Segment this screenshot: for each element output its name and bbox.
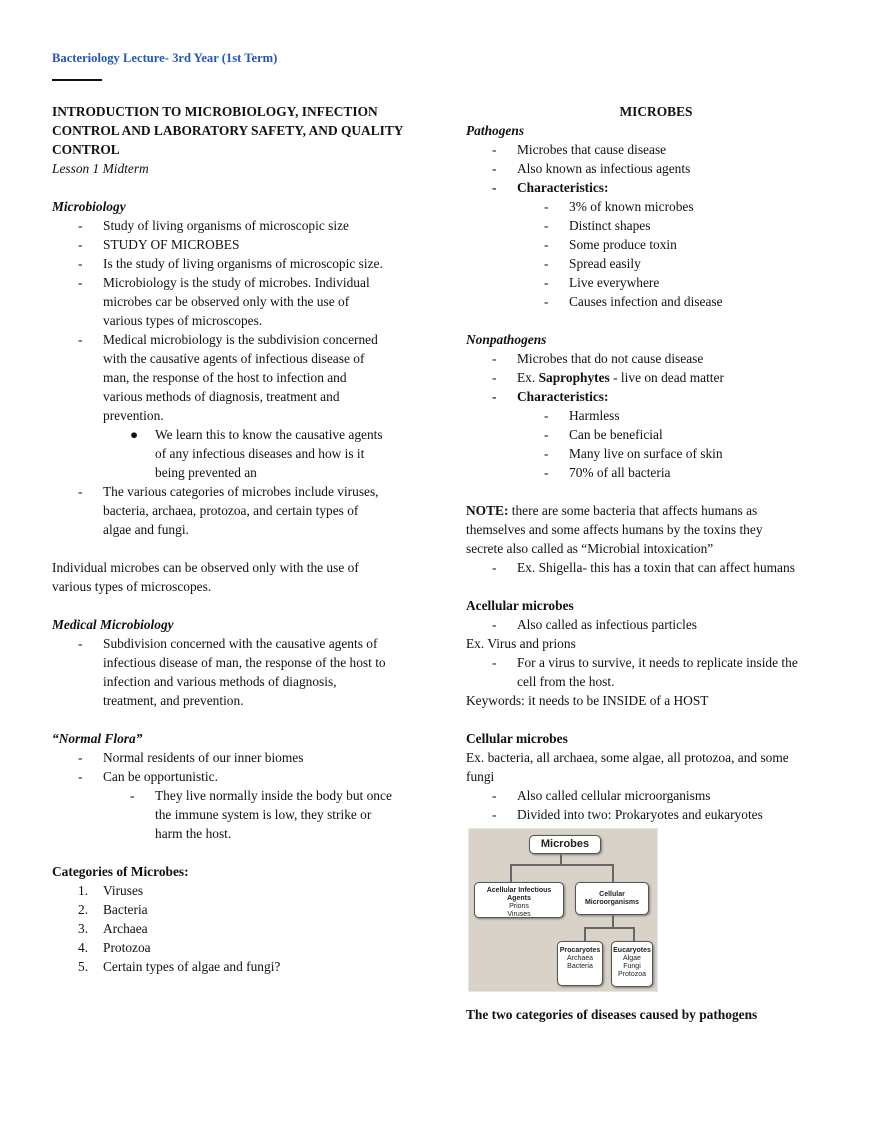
list-marker: - bbox=[492, 351, 497, 366]
blank-line bbox=[52, 178, 432, 197]
left-column bbox=[52, 102, 432, 976]
text-line: Characteristics: bbox=[517, 389, 609, 404]
text-line: Distinct shapes bbox=[569, 218, 651, 233]
text-line: Ex. bacteria, all archaea, some algae, all protozoa, and some bbox=[466, 750, 789, 765]
text-segment: Saprophytes bbox=[538, 370, 610, 385]
text-line: Can be opportunistic. bbox=[103, 769, 218, 784]
microbes-classification-diagram bbox=[468, 828, 658, 992]
text-line: For a virus to survive, it needs to replicate inside the bbox=[517, 655, 798, 670]
text-line: Microbes that cause disease bbox=[517, 142, 667, 157]
text-line: Microbiology bbox=[52, 199, 126, 214]
list-marker: 5. bbox=[78, 959, 89, 974]
text-line: infectious disease of man, the response of the host to bbox=[103, 655, 386, 670]
text-line: Lesson 1 Midterm bbox=[52, 161, 149, 176]
list-item bbox=[52, 938, 432, 957]
text-line: Causes infection and disease bbox=[569, 294, 723, 309]
document-header: Bacteriology Lecture- 3rd Year (1st Term) bbox=[52, 51, 278, 65]
list-item bbox=[52, 273, 432, 330]
text-line: the immune system is low, they strike or bbox=[155, 807, 372, 822]
text-line: 70% of all bacteria bbox=[569, 465, 671, 480]
text-line: The various categories of microbes include viruses, bbox=[103, 484, 379, 499]
list-item bbox=[52, 957, 432, 976]
list-item bbox=[466, 805, 846, 824]
list-item bbox=[52, 482, 432, 539]
diagram-prokaryotes-box bbox=[557, 941, 603, 986]
paragraph bbox=[52, 159, 432, 178]
list-marker: - bbox=[544, 237, 549, 252]
text-line: being prevented an bbox=[155, 465, 257, 480]
list-marker: - bbox=[492, 788, 497, 803]
list-item bbox=[52, 254, 432, 273]
text-line: Viruses bbox=[103, 883, 144, 898]
text-line: Cellular microbes bbox=[466, 731, 568, 746]
list-marker: ● bbox=[130, 427, 139, 442]
text-line: Medical microbiology is the subdivision concerned bbox=[103, 332, 378, 347]
text-segment: there are some bacteria that affects humans as bbox=[508, 503, 758, 518]
paragraph bbox=[466, 729, 846, 748]
eukaryotes-item: Algae bbox=[623, 955, 641, 962]
list-marker: - bbox=[544, 218, 549, 233]
text-line: various types of microscopes. bbox=[52, 579, 212, 594]
list-marker: - bbox=[78, 237, 83, 252]
text-line: bacteria, archaea, protozoa, and certain types of bbox=[103, 503, 359, 518]
text-line: Study of living organisms of microscopic size bbox=[103, 218, 349, 233]
list-item bbox=[466, 558, 846, 577]
list-marker: - bbox=[492, 142, 497, 157]
blank-line bbox=[466, 710, 846, 729]
text-segment: NOTE: bbox=[466, 503, 509, 518]
diagram-root-box bbox=[529, 835, 601, 854]
list-marker: - bbox=[78, 275, 83, 290]
cellular-title: Cellular Microorganisms bbox=[584, 891, 640, 906]
text-line: themselves and some affects humans by the toxins they bbox=[466, 522, 763, 537]
list-item bbox=[466, 254, 846, 273]
paragraph bbox=[466, 501, 846, 558]
text-line: CONTROL bbox=[52, 142, 120, 157]
list-marker: - bbox=[78, 769, 83, 784]
list-marker: - bbox=[78, 332, 83, 347]
paragraph bbox=[466, 1005, 846, 1024]
text-line: treatment, and prevention. bbox=[103, 693, 244, 708]
text-line: man, the response of the host to infection and bbox=[103, 370, 347, 385]
paragraph bbox=[466, 634, 846, 653]
blank-line bbox=[52, 710, 432, 729]
list-item bbox=[52, 330, 432, 425]
diagram-acellular-box bbox=[474, 882, 564, 918]
header-divider bbox=[52, 79, 102, 81]
text-line: Characteristics: bbox=[517, 180, 609, 195]
list-item bbox=[466, 653, 846, 691]
list-item bbox=[52, 634, 432, 710]
list-marker: - bbox=[78, 636, 83, 651]
blank-line bbox=[52, 539, 432, 558]
list-marker: 2. bbox=[78, 902, 89, 917]
list-marker: - bbox=[130, 788, 135, 803]
list-marker: 4. bbox=[78, 940, 89, 955]
text-line: Subdivision concerned with the causative agents of bbox=[103, 636, 378, 651]
list-item bbox=[466, 425, 846, 444]
text-line: 3% of known microbes bbox=[569, 199, 694, 214]
text-line: Divided into two: Prokaryotes and eukaryotes bbox=[517, 807, 763, 822]
list-marker: - bbox=[544, 408, 549, 423]
acellular-item: Viruses bbox=[507, 911, 531, 918]
text-segment: Ex. bbox=[517, 370, 539, 385]
text-line: fungi bbox=[466, 769, 495, 784]
list-item bbox=[52, 919, 432, 938]
prokaryotes-title: Procaryotes bbox=[559, 947, 601, 954]
prokaryotes-item: Bacteria bbox=[567, 963, 593, 970]
text-line: They live normally inside the body but once bbox=[155, 788, 392, 803]
text-line: infection and various methods of diagnosis, bbox=[103, 674, 337, 689]
text-line: Protozoa bbox=[103, 940, 151, 955]
list-item bbox=[466, 387, 846, 406]
text-line: Many live on surface of skin bbox=[569, 446, 723, 461]
text-line: Categories of Microbes: bbox=[52, 864, 189, 879]
list-item bbox=[466, 292, 846, 311]
text-line: Can be beneficial bbox=[569, 427, 663, 442]
text-line: microbes car be observed only with the use of bbox=[103, 294, 350, 309]
blank-line bbox=[466, 311, 846, 330]
list-marker: - bbox=[492, 560, 497, 575]
paragraph bbox=[466, 748, 846, 786]
list-item bbox=[466, 159, 846, 178]
blank-line bbox=[52, 843, 432, 862]
text-line: Spread easily bbox=[569, 256, 641, 271]
eukaryotes-item: Protozoa bbox=[617, 971, 647, 978]
list-item bbox=[466, 140, 846, 159]
text-line: cell from the host. bbox=[517, 674, 615, 689]
text-line: Acellular microbes bbox=[466, 598, 574, 613]
diagram-eukaryotes-box bbox=[611, 941, 653, 987]
list-item bbox=[52, 881, 432, 900]
text-line: with the causative agents of infectious disease of bbox=[103, 351, 365, 366]
list-marker: - bbox=[78, 218, 83, 233]
list-item bbox=[466, 197, 846, 216]
list-item bbox=[466, 216, 846, 235]
right-column bbox=[466, 102, 846, 1024]
paragraph bbox=[466, 691, 846, 710]
list-item bbox=[466, 463, 846, 482]
list-marker: - bbox=[544, 427, 549, 442]
text-line: We learn this to know the causative agents bbox=[155, 427, 383, 442]
text-line: Individual microbes can be observed only with the use of bbox=[52, 560, 359, 575]
list-item bbox=[52, 900, 432, 919]
text-line: CONTROL AND LABORATORY SAFETY, AND QUALITY bbox=[52, 123, 404, 138]
paragraph bbox=[466, 330, 846, 349]
text-line: prevention. bbox=[103, 408, 164, 423]
text-line: Also called cellular microorganisms bbox=[517, 788, 711, 803]
paragraph bbox=[52, 615, 432, 634]
list-item bbox=[466, 178, 846, 197]
list-item bbox=[52, 216, 432, 235]
list-marker: - bbox=[78, 750, 83, 765]
text-line: The two categories of diseases caused by pathogens bbox=[466, 1007, 758, 1022]
list-item bbox=[466, 235, 846, 254]
list-item bbox=[52, 425, 432, 482]
text-line bbox=[517, 368, 846, 387]
list-marker: - bbox=[544, 275, 549, 290]
text-line: Is the study of living organisms of microscopic size. bbox=[103, 256, 383, 271]
acellular-title: Acellular Infectious Agents bbox=[486, 887, 552, 902]
text-line: Ex. Virus and prions bbox=[466, 636, 576, 651]
text-line: Normal residents of our inner biomes bbox=[103, 750, 304, 765]
prokaryotes-item: Archaea bbox=[566, 955, 594, 962]
text-line: Ex. Shigella- this has a toxin that can affect humans bbox=[517, 560, 795, 575]
paragraph bbox=[52, 558, 432, 596]
list-marker: - bbox=[544, 199, 549, 214]
list-marker: - bbox=[492, 180, 497, 195]
text-line: Keywords: it needs to be INSIDE of a HOST bbox=[466, 693, 709, 708]
list-marker: - bbox=[492, 161, 497, 176]
list-marker: - bbox=[78, 484, 83, 499]
paragraph bbox=[466, 596, 846, 615]
text-line: harm the host. bbox=[155, 826, 232, 841]
list-marker: - bbox=[492, 370, 497, 385]
list-item bbox=[466, 615, 846, 634]
text-line: Archaea bbox=[103, 921, 148, 936]
eukaryotes-item: Fungi bbox=[623, 963, 641, 970]
text-line: Live everywhere bbox=[569, 275, 660, 290]
text-line: Also called as infectious particles bbox=[517, 617, 697, 632]
list-marker: - bbox=[544, 465, 549, 480]
blank-line bbox=[466, 482, 846, 501]
text-line: Harmless bbox=[569, 408, 620, 423]
text-line: “Normal Flora” bbox=[52, 731, 143, 746]
text-line: various methods of diagnosis, treatment and bbox=[103, 389, 340, 404]
paragraph bbox=[52, 729, 432, 748]
text-line: Medical Microbiology bbox=[52, 617, 174, 632]
text-line: Pathogens bbox=[466, 123, 525, 138]
list-item bbox=[52, 767, 432, 786]
text-line: Certain types of algae and fungi? bbox=[103, 959, 281, 974]
text-line: Bacteria bbox=[103, 902, 148, 917]
text-line: secrete also called as “Microbial intoxication” bbox=[466, 541, 714, 556]
list-marker: - bbox=[492, 807, 497, 822]
text-line: MICROBES bbox=[619, 104, 693, 119]
acellular-item: Prions bbox=[509, 903, 529, 910]
text-line: Some produce toxin bbox=[569, 237, 677, 252]
list-marker: - bbox=[78, 256, 83, 271]
paragraph bbox=[52, 102, 432, 159]
paragraph bbox=[466, 121, 846, 140]
paragraph bbox=[52, 197, 432, 216]
list-marker: 3. bbox=[78, 921, 89, 936]
text-line: Microbes that do not cause disease bbox=[517, 351, 704, 366]
list-item bbox=[466, 406, 846, 425]
list-marker: - bbox=[492, 389, 497, 404]
list-item bbox=[466, 349, 846, 368]
list-marker: - bbox=[544, 446, 549, 461]
list-item bbox=[466, 273, 846, 292]
eukaryotes-title: Eucaryotes bbox=[613, 947, 651, 954]
blank-line bbox=[466, 577, 846, 596]
list-marker: - bbox=[492, 617, 497, 632]
text-line: Also known as infectious agents bbox=[517, 161, 691, 176]
paragraph bbox=[466, 102, 846, 121]
text-line: INTRODUCTION TO MICROBIOLOGY, INFECTION bbox=[52, 104, 378, 119]
list-marker: 1. bbox=[78, 883, 89, 898]
paragraph bbox=[52, 862, 432, 881]
text-line: STUDY OF MICROBES bbox=[103, 237, 240, 252]
list-marker: - bbox=[492, 655, 497, 670]
list-item bbox=[466, 368, 846, 387]
list-marker: - bbox=[544, 256, 549, 271]
list-item bbox=[466, 444, 846, 463]
text-line bbox=[466, 501, 846, 520]
list-item bbox=[52, 235, 432, 254]
list-marker: - bbox=[544, 294, 549, 309]
text-line: algae and fungi. bbox=[103, 522, 189, 537]
diagram-cellular-box bbox=[575, 882, 649, 915]
text-line: Nonpathogens bbox=[466, 332, 547, 347]
text-line: Microbiology is the study of microbes. Individual bbox=[103, 275, 370, 290]
list-item bbox=[466, 786, 846, 805]
text-line: various types of microscopes. bbox=[103, 313, 263, 328]
list-item bbox=[52, 786, 432, 843]
blank-line bbox=[52, 596, 432, 615]
text-segment: - live on dead matter bbox=[609, 370, 724, 385]
text-line: of any infectious diseases and how is it bbox=[155, 446, 365, 461]
diagram-root-label: Microbes bbox=[540, 838, 590, 850]
list-item bbox=[52, 748, 432, 767]
